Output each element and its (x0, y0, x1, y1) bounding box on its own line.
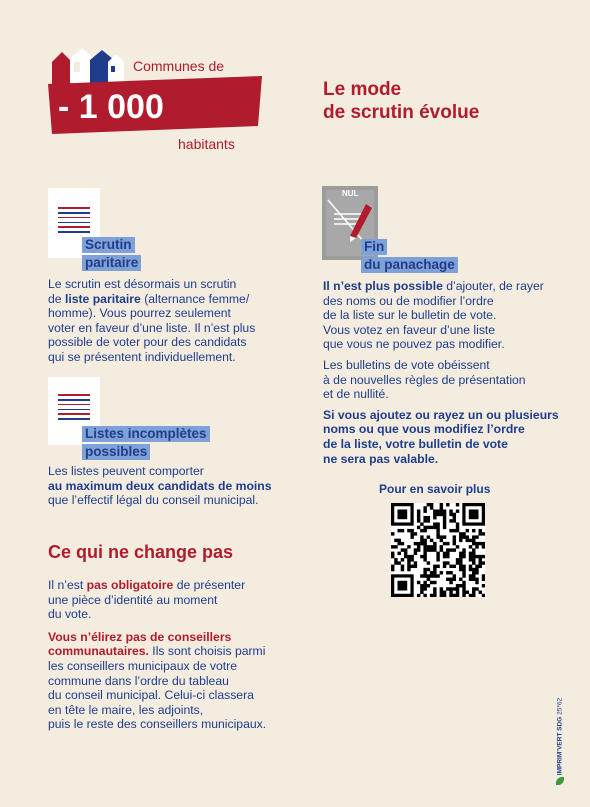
page-title (323, 78, 479, 124)
change-line: Vous n’élirez pas de conseillers (48, 629, 232, 644)
panachage-label-2: du panachage (361, 257, 458, 273)
number-text: - 1 000 (58, 88, 164, 126)
listes-label-1: Listes incomplètes (82, 426, 210, 442)
change-line: en tête le maire, les adjoints, (48, 702, 204, 717)
listes-label (82, 425, 210, 461)
scrutin-line: homme). Vous pourrez seulement (48, 306, 231, 321)
change-line: commune dans l’ordre du tableau (48, 673, 229, 688)
scrutin-label-1: Scrutin (82, 237, 135, 253)
habitants-label: habitants (178, 136, 235, 152)
listes-line: au maximum deux candidats de moins (48, 478, 272, 493)
panachage-line: Il n’est plus possible d’ajouter, de rayer (323, 279, 544, 293)
change-title: Ce qui ne change pas (48, 542, 234, 562)
scrutin-line: voter en faveur d’une liste. Il n’est plus (48, 320, 256, 335)
panachage-line: des noms ou de modifier l’ordre (323, 293, 494, 308)
scrutin-line: de liste paritaire (alternance femme/ (48, 291, 250, 306)
scrutin-label (82, 236, 141, 272)
change-line: Il n’est pas obligatoire de présenter (48, 578, 246, 592)
panachage-line: à de nouvelles règles de présentation (323, 372, 526, 387)
listes-line: Les listes peuvent comporter (48, 464, 204, 478)
panachage-label (361, 238, 458, 274)
imprimvert-logo: IMPRIM’VERT SDG 25*62 (556, 685, 570, 785)
leaf-icon (556, 777, 564, 785)
listes-label-2: possibles (82, 444, 150, 460)
panachage-line: Les bulletins de vote obéissent (323, 357, 490, 372)
listes-text (48, 464, 298, 508)
panachage-text (323, 279, 563, 466)
scrutin-text (48, 277, 288, 365)
scrutin-line: Le scrutin est désormais un scrutin (48, 277, 237, 291)
page-title-line2: de scrutin évolue (323, 102, 480, 123)
change-line: puis le reste des conseillers municipaux. (48, 717, 267, 732)
panachage-line: que vous ne pouvez pas modifier. (323, 337, 505, 352)
listes-line: que l’effectif légal du conseil municipal. (48, 493, 259, 508)
panachage-line: noms ou que vous modifiez l’ordre (323, 422, 525, 437)
scrutin-line: possible de voter pour des candidats (48, 335, 247, 350)
page-title-line1: Le mode (323, 79, 402, 100)
nul-label: NUL (342, 189, 359, 198)
panachage-line: ne sera pas valable. (323, 451, 439, 466)
panachage-line: de la liste, votre bulletin de vote (323, 436, 508, 451)
change-line: du conseil municipal. Celui-ci classera (48, 688, 254, 703)
scrutin-label-2: paritaire (82, 255, 141, 271)
communes-label: Communes de (133, 58, 225, 74)
change-line: les conseillers municipaux de votre (48, 658, 237, 673)
change-line: une pièce d’identité au moment (48, 592, 218, 607)
panachage-label-1: Fin (361, 239, 387, 255)
scrutin-line: qui se présentent individuellement. (48, 349, 236, 364)
change-text (48, 578, 308, 732)
panachage-line: de la liste sur le bulletin de vote. (323, 308, 497, 323)
qr-code[interactable] (391, 503, 485, 597)
change-line: communautaires. Ils sont choisis parmi (48, 644, 266, 659)
panachage-line: Vous votez en faveur d’une liste (323, 322, 496, 337)
savoir-label: Pour en savoir plus (379, 482, 491, 496)
change-line: du vote. (48, 607, 92, 622)
panachage-line: Si vous ajoutez ou rayez un ou plusieurs (323, 407, 559, 422)
number-banner (48, 76, 262, 134)
panachage-line: et de nullité. (323, 387, 389, 402)
